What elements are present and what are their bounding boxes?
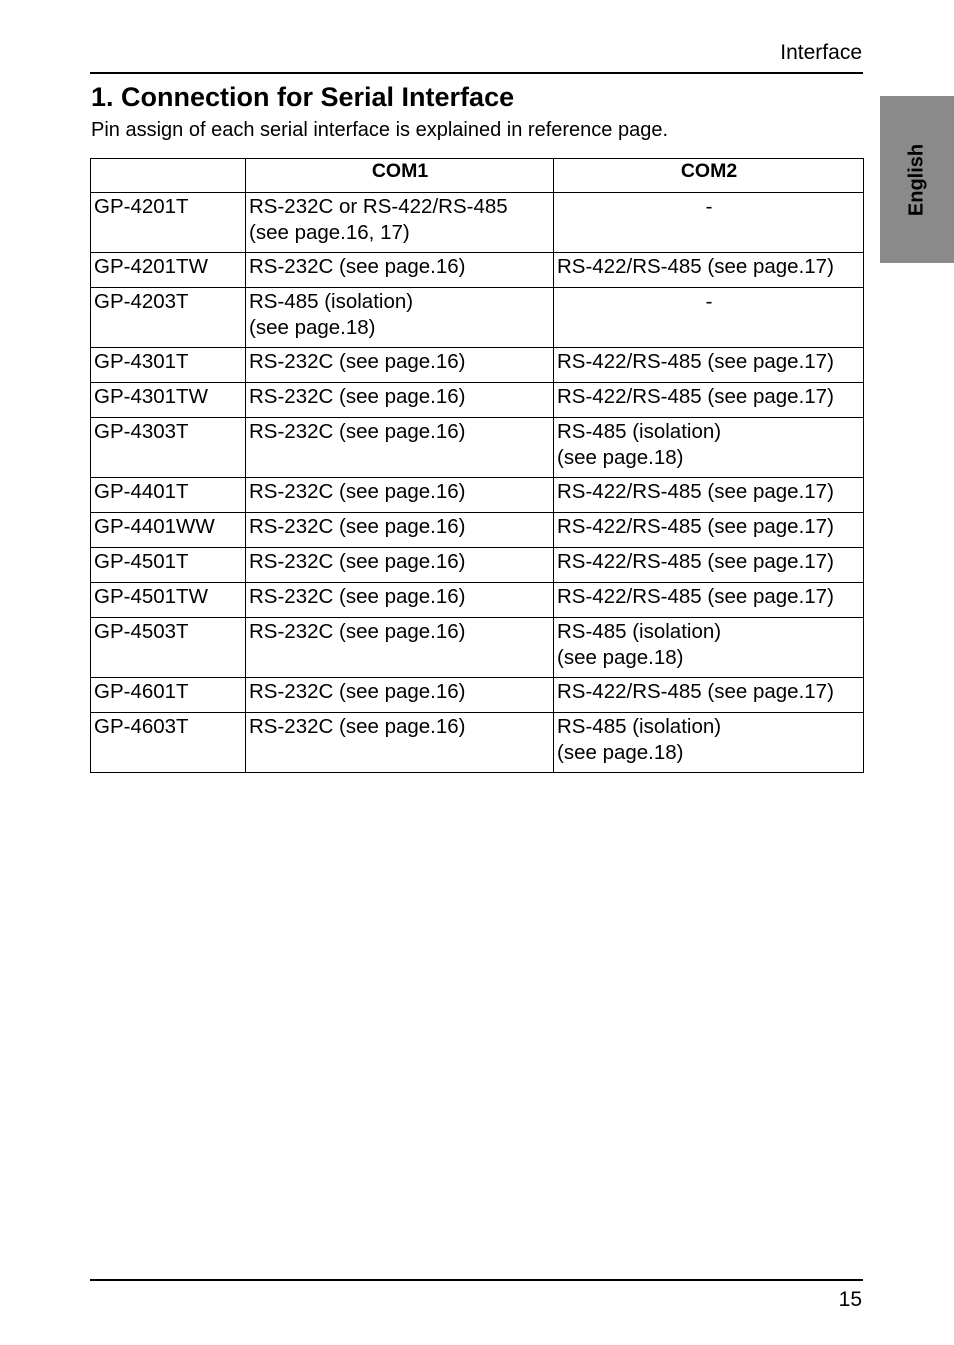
- model-cell: GP-4301TW: [91, 383, 246, 418]
- model-cell: GP-4401WW: [91, 513, 246, 548]
- intro-text: Pin assign of each serial interface is explained in reference page.: [91, 119, 669, 141]
- model-cell: GP-4303T: [91, 418, 246, 478]
- model-cell: GP-4501TW: [91, 583, 246, 618]
- com2-cell: RS-485 (isolation) (see page.18): [554, 618, 864, 678]
- model-cell: GP-4401T: [91, 478, 246, 513]
- table-row: [91, 193, 864, 253]
- header-model: [91, 159, 246, 193]
- com2-cell: RS-422/RS-485 (see page.17): [554, 478, 864, 513]
- com2-cell: RS-422/RS-485 (see page.17): [554, 513, 864, 548]
- header-com1: COM1: [246, 159, 554, 193]
- table-row: [91, 478, 864, 513]
- language-tab-label: English: [905, 143, 928, 216]
- com1-cell: RS-232C (see page.16): [246, 618, 554, 678]
- serial-interface-table: [90, 158, 864, 773]
- com1-cell: RS-232C (see page.16): [246, 383, 554, 418]
- com1-cell: RS-232C (see page.16): [246, 478, 554, 513]
- page-number: 15: [838, 1288, 862, 1311]
- section-title: 1. Connection for Serial Interface: [91, 82, 515, 112]
- model-cell: GP-4603T: [91, 713, 246, 773]
- model-cell: GP-4503T: [91, 618, 246, 678]
- com2-cell: RS-422/RS-485 (see page.17): [554, 583, 864, 618]
- com2-cell: RS-422/RS-485 (see page.17): [554, 253, 864, 288]
- table-header-row: [91, 159, 864, 193]
- table-row: [91, 348, 864, 383]
- com2-cell: RS-422/RS-485 (see page.17): [554, 678, 864, 713]
- com1-cell: RS-232C (see page.16): [246, 713, 554, 773]
- table-row: [91, 583, 864, 618]
- model-cell: GP-4301T: [91, 348, 246, 383]
- com1-cell: RS-232C (see page.16): [246, 418, 554, 478]
- com1-cell: RS-232C (see page.16): [246, 548, 554, 583]
- header-com2: COM2: [554, 159, 864, 193]
- com1-cell: RS-232C (see page.16): [246, 583, 554, 618]
- table-row: [91, 288, 864, 348]
- model-cell: GP-4501T: [91, 548, 246, 583]
- com2-cell: RS-422/RS-485 (see page.17): [554, 348, 864, 383]
- table-row: [91, 513, 864, 548]
- footer-rule: [90, 1279, 863, 1281]
- table-row: [91, 678, 864, 713]
- model-cell: GP-4601T: [91, 678, 246, 713]
- com1-cell: RS-232C (see page.16): [246, 253, 554, 288]
- com1-cell: RS-232C (see page.16): [246, 513, 554, 548]
- model-cell: GP-4201TW: [91, 253, 246, 288]
- model-cell: GP-4201T: [91, 193, 246, 253]
- com2-cell: RS-485 (isolation) (see page.18): [554, 418, 864, 478]
- language-tab: [880, 96, 954, 263]
- table-row: [91, 418, 864, 478]
- com2-cell: -: [554, 288, 864, 348]
- table-row: [91, 713, 864, 773]
- com1-cell: RS-232C or RS-422/RS-485 (see page.16, 17): [246, 193, 554, 253]
- table-row: [91, 253, 864, 288]
- header-rule: [90, 72, 863, 74]
- com2-cell: RS-422/RS-485 (see page.17): [554, 548, 864, 583]
- com1-cell: RS-232C (see page.16): [246, 348, 554, 383]
- table-row: [91, 618, 864, 678]
- com2-cell: RS-422/RS-485 (see page.17): [554, 383, 864, 418]
- com2-cell: RS-485 (isolation) (see page.18): [554, 713, 864, 773]
- com1-cell: RS-485 (isolation) (see page.18): [246, 288, 554, 348]
- com1-cell: RS-232C (see page.16): [246, 678, 554, 713]
- com2-cell: -: [554, 193, 864, 253]
- table-row: [91, 548, 864, 583]
- table-row: [91, 383, 864, 418]
- model-cell: GP-4203T: [91, 288, 246, 348]
- running-header: Interface: [780, 41, 862, 64]
